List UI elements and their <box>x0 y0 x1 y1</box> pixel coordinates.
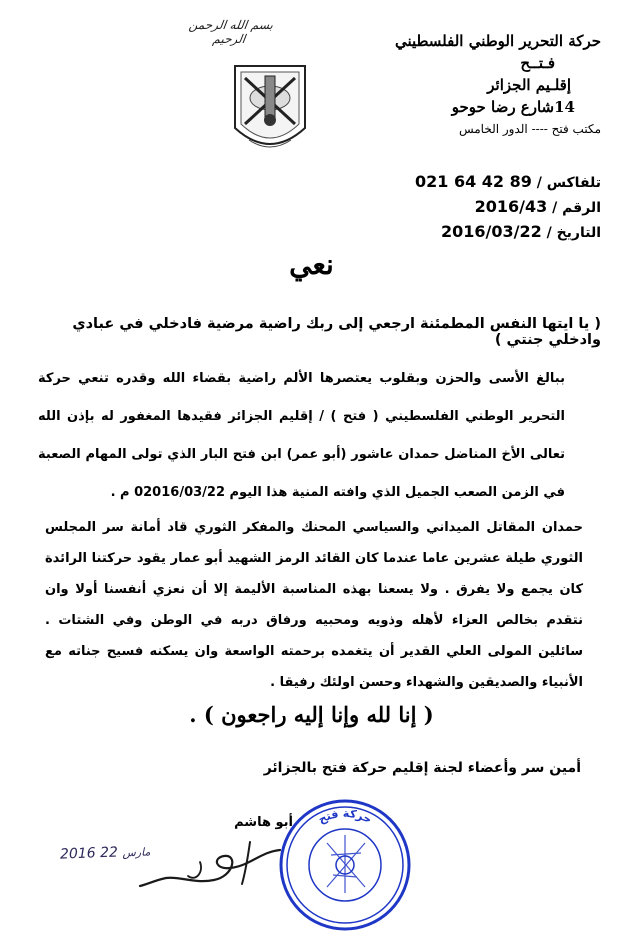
number-row <box>351 195 601 220</box>
date-stamp-year: 2016 <box>59 845 96 863</box>
office-address: مكتب فتح ---- الدور الخامس <box>458 122 601 136</box>
telfax-label: تلفاكس / <box>536 175 601 191</box>
date-row <box>351 220 601 245</box>
date-label: التاريخ / <box>546 225 601 241</box>
document-title: نعي <box>289 248 334 281</box>
closing-verse: ( إنا لله وإنا إليه راجعون ) . <box>189 702 434 727</box>
org-short-name: فـتــح <box>520 54 555 72</box>
telfax-row <box>351 170 601 195</box>
date-value: 2016/03/22 <box>440 222 542 241</box>
org-name: حركة التحرير الوطني الفلسطيني <box>394 32 601 50</box>
body-paragraph-1: ببالغ الأسى والحزن وبقلوب يعتصرها الألم راضية بقضاء الله وقدره تنعي حركة التحرير الوطني الفلسطيني ( فتح ) / إقليم الجزائر فقيدها المغفور له بإذن الله تعالى الأخ المناضل حمدان عاشور (أبو عمر) ابن فتح البار الذي تولى المهام الصعبة في الزمن الصعب الجميل الذي وافته المنية هذا اليوم 02016/03/22 م . <box>38 371 565 500</box>
telfax-value: 021 64 42 89 <box>414 172 532 191</box>
reference-block <box>351 170 601 245</box>
seal-text: حركة فتح <box>316 806 374 827</box>
quran-quote: ( يا ايتها النفس المطمئنة ارجعي إلى ربك راضية مرضية فادخلي في عبادي وادخلي جنتي ) <box>72 316 601 348</box>
street-address: 14شارع رضا حوحو <box>451 98 575 116</box>
official-seal-icon <box>275 795 415 935</box>
region-name: إقلـيم الجزائر <box>487 76 571 94</box>
handwritten-date <box>60 843 151 862</box>
date-stamp-day: 22 <box>99 844 119 862</box>
basmala: بسم الله الرحمن الرحيم <box>187 18 275 46</box>
number-label: الرقم / <box>552 200 601 216</box>
letterhead <box>351 30 601 140</box>
signatory-title: أمين سر وأعضاء لجنة إقليم حركة فتح بالجزائر <box>263 760 581 776</box>
date-stamp-month: مارس <box>122 845 151 860</box>
number-value: 2016/43 <box>474 197 548 216</box>
fatah-emblem-icon <box>225 58 315 162</box>
signatory-name: أبو هاشم <box>234 815 293 830</box>
body-paragraph-2: حمدان المقاتل الميداني والسياسي المحنك والمفكر الثوري قاد أمانة سر المجلس الثوري طيلة عشرين عاما عندما كان القائد الرمز الشهيد أبو عمار يقود حركتنا الرائدة كان يجمع ولا يفرق . ولا يسعنا بهذه المناسبة الأليمة إلا أن نعزي أنفسنا أولا وان نتقدم بخالص العزاء لأهله وذويه ومحبيه ورفاق دربه في الوطن وفي الشتات . سائلين المولى العلي القدير أن يتغمده برحمته الواسعة وان يسكنه فسيح جناته مع الأنبياء والصديقين والشهداء وحسن اولئك رفيقا . <box>45 520 583 690</box>
